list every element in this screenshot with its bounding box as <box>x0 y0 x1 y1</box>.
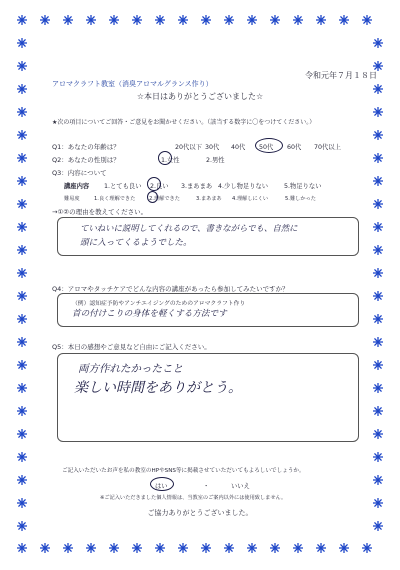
q3-row2-opt1[interactable]: 1.良く理解できた <box>94 196 136 202</box>
q3-label: Q3：内容について <box>52 169 107 177</box>
permission-text: ご記入いただいたお声を私の教室のHPやSNS等に掲載させていただいてもよろしいでしょうか。 <box>62 468 305 474</box>
q4-example: （例）認知症予防やアンチエイジングのためのアロマクラフト作り <box>72 301 246 307</box>
class-name: アロマクラフト教室（消臭アロマルグランス作り） <box>52 80 213 88</box>
q3-row2-head: 難易度 <box>64 196 80 202</box>
q3-reason-prompt: →①②の理由を教えてください。 <box>52 208 148 216</box>
q3-reason-line-2: 頭に入ってくるようでした。 <box>80 238 192 248</box>
q1-option-40s[interactable]: 40代 <box>231 144 246 151</box>
q3-row2-opt4[interactable]: 4.理解しにくい <box>232 196 269 202</box>
q1-selected-circle <box>255 138 283 153</box>
q3-row1-opt2[interactable]: 2.良い <box>150 183 169 190</box>
date: 令和元年７月１８日 <box>305 71 377 80</box>
permission-no[interactable]: いいえ <box>231 483 250 490</box>
intro-text: ★次の項目についてご回答・ご意見をお聞かせください。（該当する数字に〇をつけてください。） <box>52 119 316 126</box>
q3-row2-selected-circle <box>147 191 158 203</box>
q2-selected-circle <box>158 151 172 165</box>
q3-row2-opt5[interactable]: 5.難しかった <box>285 196 316 202</box>
q1-option-20s[interactable]: 20代以下 <box>175 144 202 151</box>
q1-option-60s[interactable]: 60代 <box>287 144 302 151</box>
q1-option-50s[interactable]: 50代 <box>259 144 274 151</box>
q2-option-female[interactable]: 1.女性 <box>161 157 180 164</box>
q3-reason-line-1: ていねいに説明してくれるので、書きながらでも、自然に <box>80 223 298 233</box>
q4-answer: 首の付けこりの身体を軽くする方法です <box>72 309 227 319</box>
q3-row2-opt3[interactable]: 3.まあまあ <box>196 196 222 202</box>
thanks-title: ☆本日はありがとうございました☆ <box>136 92 264 101</box>
privacy-note: ※ご記入いただきました個人情報は、当教室のご案内以外には使用致しません。 <box>100 495 287 501</box>
permission-separator: ・ <box>203 483 210 490</box>
q5-answer-line-2: 楽しい時間をありがとう。 <box>74 380 242 396</box>
q2-label: Q2：あなたの性別は？ <box>52 156 120 164</box>
q1-option-30s[interactable]: 30代 <box>205 144 220 151</box>
q5-label: Q5：本日の感想やご意見など自由にご記入ください。 <box>52 343 211 351</box>
q3-row1-opt5[interactable]: 5.物足りない <box>284 183 322 190</box>
q5-answer-line-1: 両方作れたかったこと <box>78 363 183 375</box>
q2-option-male[interactable]: 2.男性 <box>206 157 225 164</box>
q3-row1-opt3[interactable]: 3.まあまあ <box>181 183 213 190</box>
permission-selected-circle <box>150 477 174 491</box>
q3-row1-opt4[interactable]: 4.少し物足りない <box>218 183 269 190</box>
q3-row1-opt1[interactable]: 1.とても良い <box>104 183 142 190</box>
q4-label: Q4：アロマやタッチケアでどんな内容の講座があったら参加してみたいですか？ <box>52 285 289 293</box>
permission-yes[interactable]: はい <box>155 483 168 490</box>
q1-label: Q1：あなたの年齢は？ <box>52 143 120 151</box>
q3-row1-selected-circle <box>147 177 161 191</box>
q3-row1-head: 講座内容 <box>64 183 90 190</box>
q1-option-70s[interactable]: 70代以上 <box>314 144 341 151</box>
q3-row2-opt2[interactable]: 2.理解できた <box>149 196 180 202</box>
closing-text: ご協力ありがとうございました。 <box>147 509 253 517</box>
